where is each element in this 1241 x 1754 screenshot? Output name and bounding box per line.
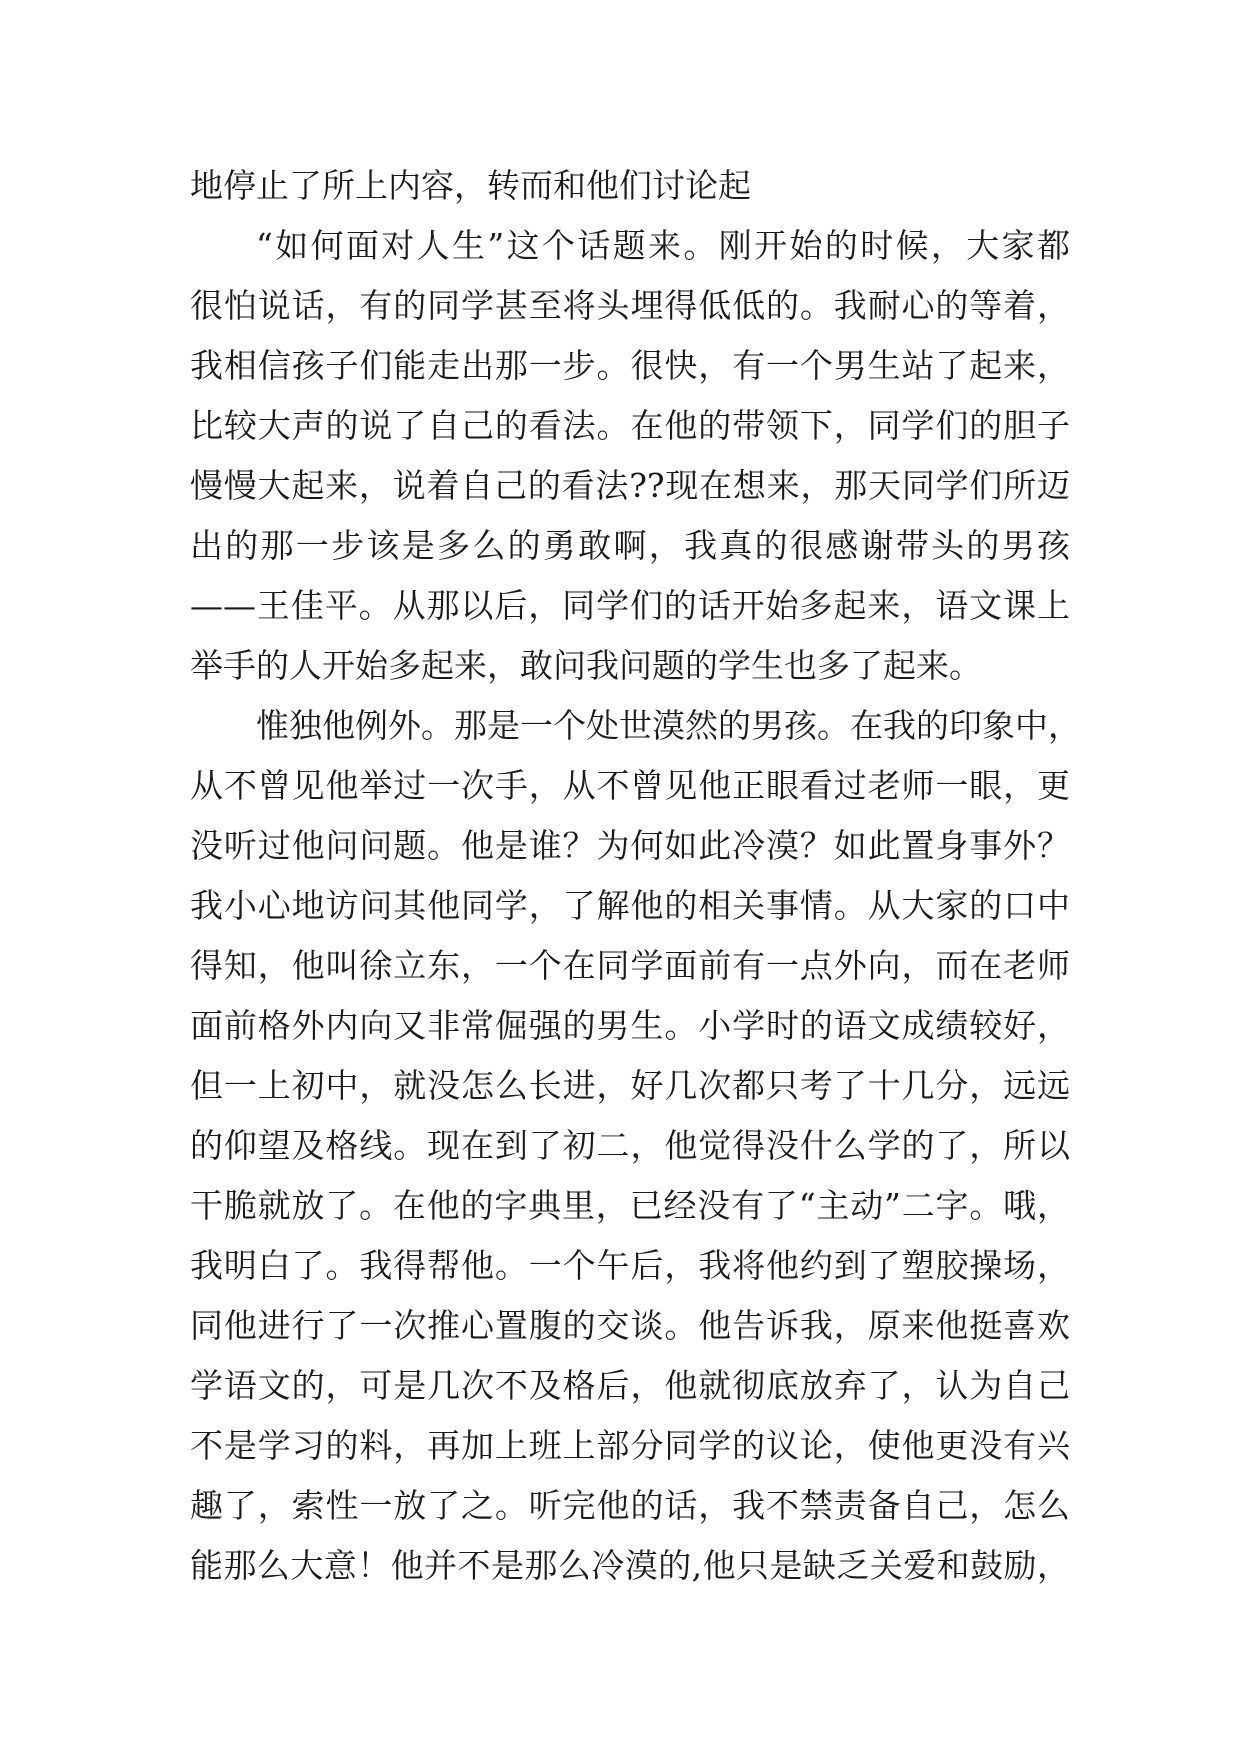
- text-line: 举手的人开始多起来，敢问我问题的学生也多了起来。: [190, 646, 982, 685]
- body-text: [190, 156, 1081, 1596]
- text-line: 能那么大意！他并不是那么冷漠的,他只是缺乏关爱和鼓励，: [190, 1546, 1070, 1585]
- text-line: “如何面对人生”这个话题来。刚开始的时候，大家都: [256, 226, 1070, 265]
- text-line: 得知，他叫徐立东，一个在同学面前有一点外向，而在老师: [190, 946, 1070, 985]
- text-line: 没听过他问问题。他是谁？为何如此冷漠？如此置身事外？: [190, 826, 1070, 865]
- text-line: 比较大声的说了自己的看法。在他的带领下，同学们的胆子: [190, 406, 1070, 445]
- text-line: 干脆就放了。在他的字典里，已经没有了“主动”二字。哦，: [190, 1186, 1070, 1225]
- text-line: 地停止了所上内容，转而和他们讨论起: [190, 166, 751, 205]
- text-line: 从不曾见他举过一次手，从不曾见他正眼看过老师一眼，更: [190, 766, 1070, 805]
- text-line: 的仰望及格线。现在到了初二，他觉得没什么学的了，所以: [190, 1126, 1070, 1165]
- text-line: 不是学习的料，再加上班上部分同学的议论，使他更没有兴: [190, 1426, 1070, 1465]
- text-line: ——王佳平。从那以后，同学们的话开始多起来，语文课上: [190, 586, 1070, 625]
- text-line: 但一上初中，就没怎么长进，好几次都只考了十几分，远远: [190, 1066, 1070, 1105]
- text-line: 我相信孩子们能走出那一步。很快，有一个男生站了起来，: [190, 346, 1070, 385]
- text-line: 我小心地访问其他同学，了解他的相关事情。从大家的口中: [190, 886, 1070, 925]
- text-line: 很怕说话，有的同学甚至将头埋得低低的。我耐心的等着，: [190, 286, 1070, 325]
- text-line: 面前格外内向又非常倔强的男生。小学时的语文成绩较好，: [190, 1006, 1070, 1045]
- text-line: 出的那一步该是多么的勇敢啊，我真的很感谢带头的男孩: [190, 526, 1070, 565]
- text-line: 惟独他例外。那是一个处世漠然的男孩。在我的印象中，: [256, 706, 1081, 745]
- text-line: 学语文的，可是几次不及格后，他就彻底放弃了，认为自己: [190, 1366, 1070, 1405]
- text-line: 趣了，索性一放了之。听完他的话，我不禁责备自己，怎么: [190, 1486, 1070, 1525]
- text-line: 慢慢大起来，说着自己的看法??现在想来，那天同学们所迈: [190, 466, 1070, 505]
- text-line: 同他进行了一次推心置腹的交谈。他告诉我，原来他挺喜欢: [190, 1306, 1070, 1345]
- text-line: 我明白了。我得帮他。一个午后，我将他约到了塑胶操场，: [190, 1246, 1070, 1285]
